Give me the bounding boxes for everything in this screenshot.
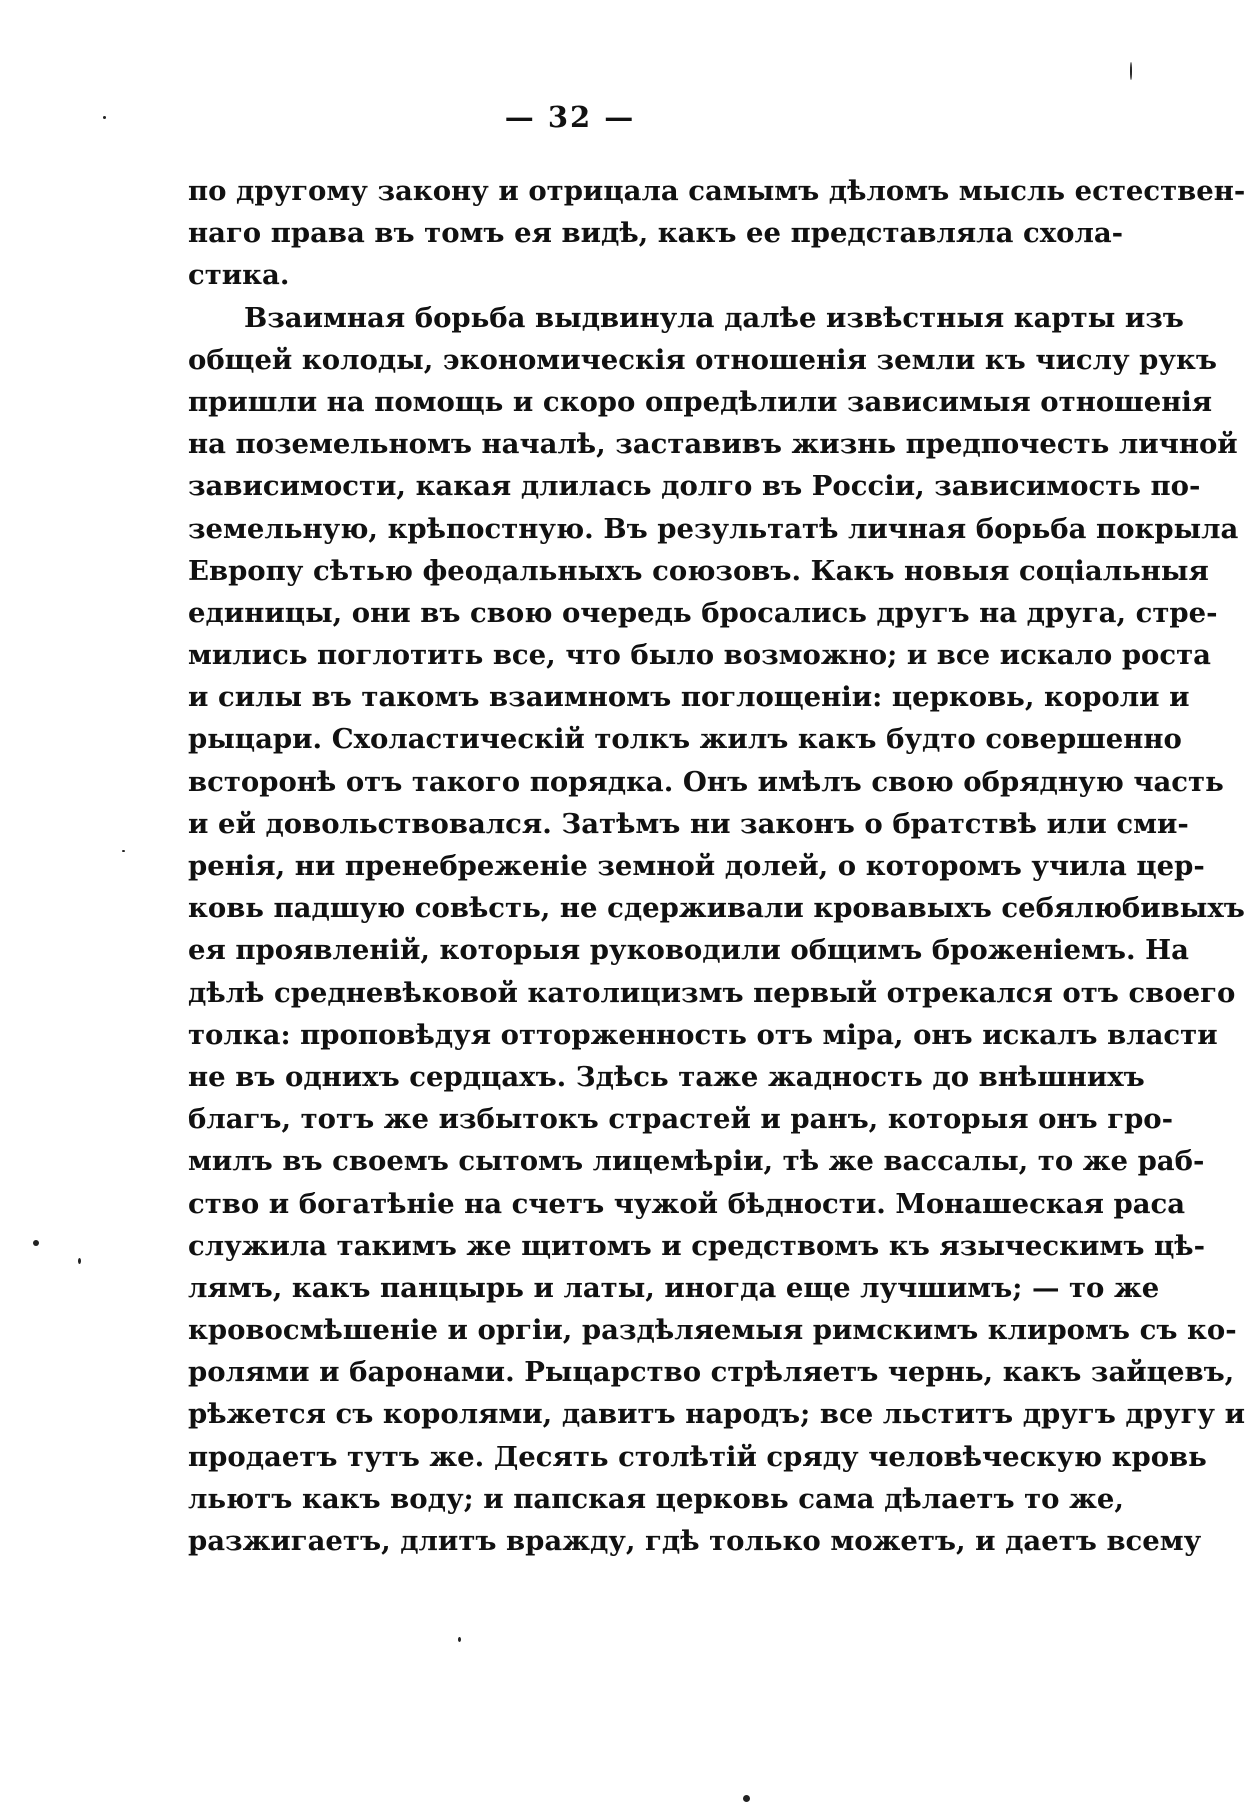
text-line: зависимости, какая длилась долго въ Россіи, зависимость по- <box>188 470 1201 503</box>
text-line: служила такимъ же щитомъ и средствомъ къ языческимъ цѣ- <box>188 1229 1206 1262</box>
text-line: не въ однихъ сердцахъ. Здѣсь таже жадность до внѣшнихъ <box>188 1060 1145 1093</box>
text-line: по другому закону и отрицала самымъ дѣломъ мысль естествен- <box>188 175 1245 207</box>
text-line: Европу сѣтью феодальныхъ союзовъ. Какъ новыя соціальныя <box>188 554 1209 587</box>
text-line: ролями и баронами. Рыцарство стрѣляетъ чернь, какъ зайцевъ, <box>188 1356 1235 1389</box>
text-line: мились поглотить все, что было возможно; и все искало роста <box>188 639 1212 672</box>
text-line: Взаимная борьба выдвинула далѣе извѣстныя карты изъ <box>244 301 1184 334</box>
scan-speck <box>743 1795 750 1802</box>
scan-speck <box>78 1258 81 1264</box>
scan-speck <box>33 1240 39 1246</box>
scan-speck <box>103 116 106 119</box>
page-number: — 32 — <box>504 100 636 134</box>
text-line: рѣжется съ королями, давитъ народъ; все льститъ другъ другу и <box>188 1398 1245 1431</box>
text-line: наго права въ томъ ея видѣ, какъ ее представляла схола- <box>188 217 1124 250</box>
text-line: кровосмѣшеніе и оргіи, раздѣляемыя римскимъ клиромъ съ ко- <box>188 1314 1237 1347</box>
text-line: на поземельномъ началѣ, заставивъ жизнь предпочесть личной <box>188 428 1238 461</box>
text-line: благъ, тотъ же избытокъ страстей и ранъ, которыя онъ гро- <box>188 1103 1174 1136</box>
text-line: ство и богатѣніе на счетъ чужой бѣдности. Монашеская раса <box>188 1187 1186 1220</box>
text-line: милъ въ своемъ сытомъ лицемѣріи, тѣ же вассалы, то же раб- <box>188 1145 1205 1178</box>
text-line: и силы въ такомъ взаимномъ поглощеніи: церковь, короли и <box>188 681 1190 714</box>
text-line: стика. <box>188 259 290 292</box>
text-line: рыцари. Схоластическій толкъ жилъ какъ будто совершенно <box>188 723 1182 756</box>
scan-speck <box>122 850 125 852</box>
text-line: лямъ, какъ панцырь и латы, иногда еще лучшимъ; — то же <box>188 1271 1160 1304</box>
text-line: земельную, крѣпостную. Въ результатѣ личная борьба покрыла <box>188 512 1239 545</box>
text-line: общей колоды, экономическія отношенія земли къ числу рукъ <box>188 343 1217 376</box>
text-line: дѣлѣ средневѣковой католицизмъ первый отрекался отъ своего <box>188 976 1236 1009</box>
text-line: единицы, они въ свою очередь бросались другъ на друга, стре- <box>188 596 1218 629</box>
text-line: продаетъ тутъ же. Десять столѣтій сряду человѣческую кровь <box>188 1440 1207 1473</box>
text-line: и ей довольствовался. Затѣмъ ни законъ о братствѣ или сми- <box>188 807 1189 840</box>
text-line: льютъ какъ воду; и папская церковь сама дѣлаетъ то же, <box>188 1482 1124 1515</box>
text-line: ея проявленій, которыя руководили общимъ броженіемъ. На <box>188 934 1189 967</box>
text-line: всторонѣ отъ такого порядка. Онъ имѣлъ свою обрядную часть <box>188 765 1224 798</box>
text-line: пришли на помощь и скоро опредѣлили зависимыя отношенія <box>188 385 1213 418</box>
text-line: ковь падшую совѣсть, не сдерживали кровавыхъ себялюбивыхъ <box>188 892 1245 925</box>
scan-speck <box>1130 62 1132 80</box>
text-line: ренія, ни пренебреженіе земной долей, о которомъ учила цер- <box>188 850 1205 882</box>
body-text <box>188 170 1245 1562</box>
text-line: толка: проповѣдуя отторженность отъ міра, онъ искалъ власти <box>188 1018 1218 1051</box>
text-line: разжигаетъ, длитъ вражду, гдѣ только можетъ, и даетъ всему <box>188 1525 1202 1557</box>
scan-speck <box>458 1637 461 1642</box>
